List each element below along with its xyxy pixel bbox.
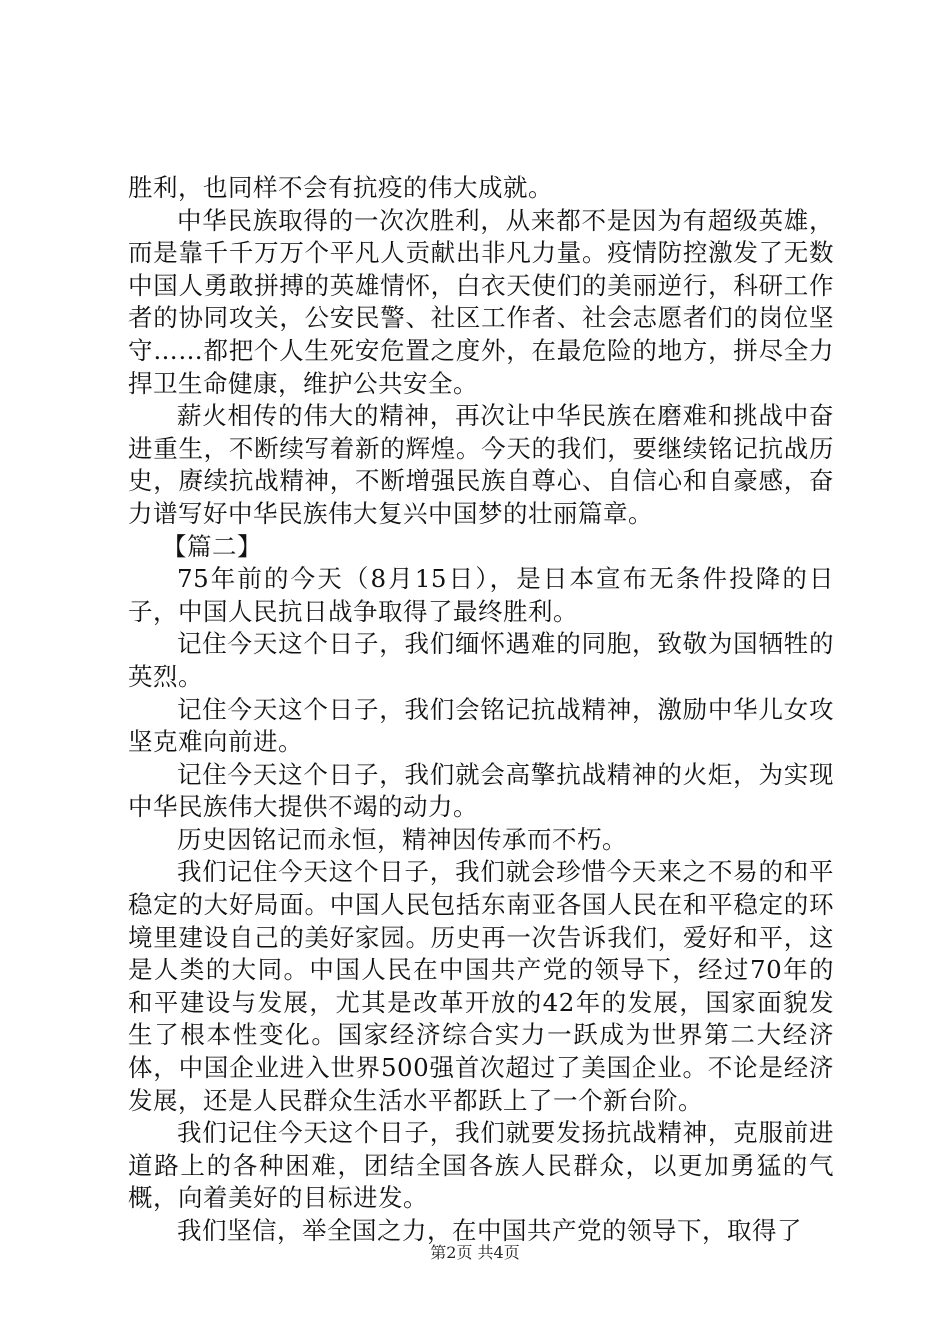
document-body <box>128 172 834 1248</box>
paragraph: 我们记住今天这个日子，我们就会珍惜今天来之不易的和平稳定的大好局面。中国人民包括东南亚各国人民在和平稳定的环境里建设自己的美好家园。历史再一次告诉我们，爱好和平，这是人类的大同。中国人民在中国共产党的领导下，经过70年的和平建设与发展，尤其是改革开放的42年的发展，国家面貌发生了根本性变化。国家经济综合实力一跃成为世界第二大经济体，中国企业进入世界500强首次超过了美国企业。不论是经济发展，还是人民群众生活水平都跃上了一个新台阶。 <box>128 857 834 1115</box>
page-footer: 第2页 共4页 <box>430 1243 520 1262</box>
paragraph: 历史因铭记而永恒，精神因传承而不朽。 <box>177 824 627 854</box>
paragraph: 中华民族取得的一次次胜利，从来都不是因为有超级英雄，而是靠千千万万个平凡人贡献出非凡力量。疫情防控激发了无数中国人勇敢拼搏的英雄情怀，白衣天使们的美丽逆行，科研工作者的协同攻关，公安民警、社区工作者、社会志愿者们的岗位坚守……都把个人生死安危置之度外，在最危险的地方，拼尽全力捍卫生命健康，维护公共安全。 <box>128 205 834 398</box>
paragraph: 记住今天这个日子，我们会铭记抗战精神，激励中华儿女攻坚克难向前进。 <box>128 694 834 757</box>
paragraph: 薪火相传的伟大的精神，再次让中华民族在磨难和挑战中奋进重生，不断续写着新的辉煌。今天的我们，要继续铭记抗战历史，赓续抗战精神，不断增强民族自尊心、自信心和自豪感，奋力谱写好中华民族伟大复兴中国梦的壮丽篇章。 <box>128 401 834 528</box>
paragraph: 记住今天这个日子，我们就会高擎抗战精神的火炬，为实现中华民族伟大提供不竭的动力。 <box>128 759 834 822</box>
paragraph: 记住今天这个日子，我们缅怀遇难的同胞，致敬为国牺牲的英烈。 <box>128 629 834 691</box>
paragraph-continuation: 胜利，也同样不会有抗疫的伟大成就。 <box>128 173 553 202</box>
section-heading: 【篇二】 <box>162 531 262 561</box>
paragraph: 75年前的今天（8月15日），是日本宣布无条件投降的日子，中国人民抗日战争取得了最终胜利。 <box>128 564 834 626</box>
paragraph: 我们记住今天这个日子，我们就要发扬抗战精神，克服前进道路上的各种困难，团结全国各族人民群众，以更加勇猛的气概，向着美好的目标进发。 <box>128 1118 834 1213</box>
paragraph: 我们坚信，举全国之力，在中国共产党的领导下，取得了 <box>177 1216 802 1245</box>
